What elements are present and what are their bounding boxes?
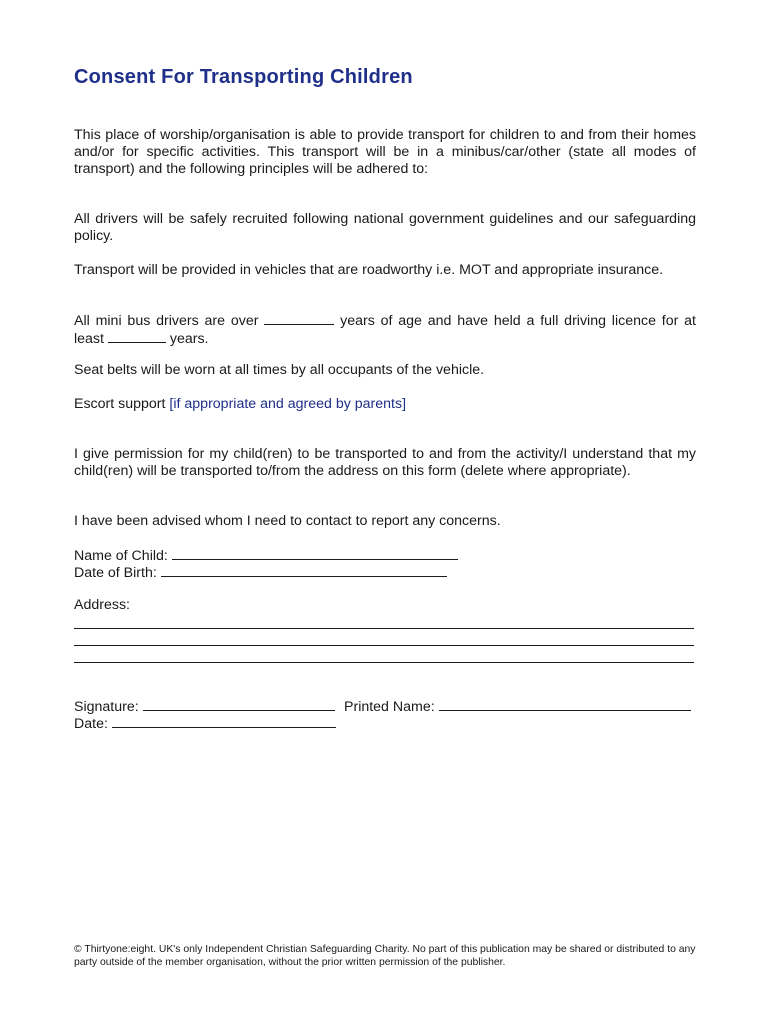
child-name-row [74,547,458,565]
minibus-text-1: All mini bus drivers are over [74,313,265,329]
printed-name-label: Printed Name: [344,699,439,715]
principle-drivers: All drivers will be safely recruited following national government guidelines and our safeguarding policy. [74,211,696,244]
dob-row [74,564,447,582]
minibus-text-3: years. [165,330,209,347]
copyright-footer: © Thirtyone:eight. UK's only Independent Christian Safeguarding Charity. No part of this publication may be shared or distributed to any party outside of the member organisation, without the prior written permission of the publisher. [74,944,696,969]
page-title: Consent For Transporting Children [74,66,413,88]
minibus-text-2: years of age and have held a full driving licence for at least [74,313,696,347]
principle-minibus [74,312,696,348]
years-blank[interactable] [108,330,166,343]
date-field[interactable] [112,715,336,728]
advised-paragraph: I have been advised whom I need to contact to report any concerns. [74,513,501,529]
date-label: Date: [74,716,112,732]
permission-paragraph: I give permission for my child(ren) to be transported to and from the activity/I understand that my child(ren) will be transported to/from the address on this form (delete where appropriate). [74,446,696,479]
dob-field[interactable] [161,564,447,577]
date-row [74,715,336,733]
signature-row [74,698,335,716]
principle-transport: Transport will be provided in vehicles that are roadworthy i.e. MOT and appropriate insurance. [74,262,664,278]
child-name-field[interactable] [172,547,458,560]
address-line-2[interactable] [74,645,694,646]
signature-field[interactable] [143,698,335,711]
child-name-label: Name of Child: [74,548,172,564]
address-line-1[interactable] [74,628,694,629]
escort-label: Escort support [74,396,170,412]
signature-label: Signature: [74,699,143,715]
principle-seatbelts: Seat belts will be worn at all times by all occupants of the vehicle. [74,362,485,378]
printed-name-field[interactable] [439,698,691,711]
address-label: Address: [74,597,130,613]
dob-label: Date of Birth: [74,565,161,581]
age-blank[interactable] [264,312,334,325]
escort-note: [if appropriate and agreed by parents] [169,396,407,412]
intro-paragraph: This place of worship/organisation is able to provide transport for children to and from their homes and/or for specific activities. This transport will be in a minibus/car/other (state all modes of transport) and the following principles will be adhered to: [74,127,696,177]
address-line-3[interactable] [74,662,694,663]
principle-escort [74,396,696,413]
printed-name-row [344,698,691,716]
